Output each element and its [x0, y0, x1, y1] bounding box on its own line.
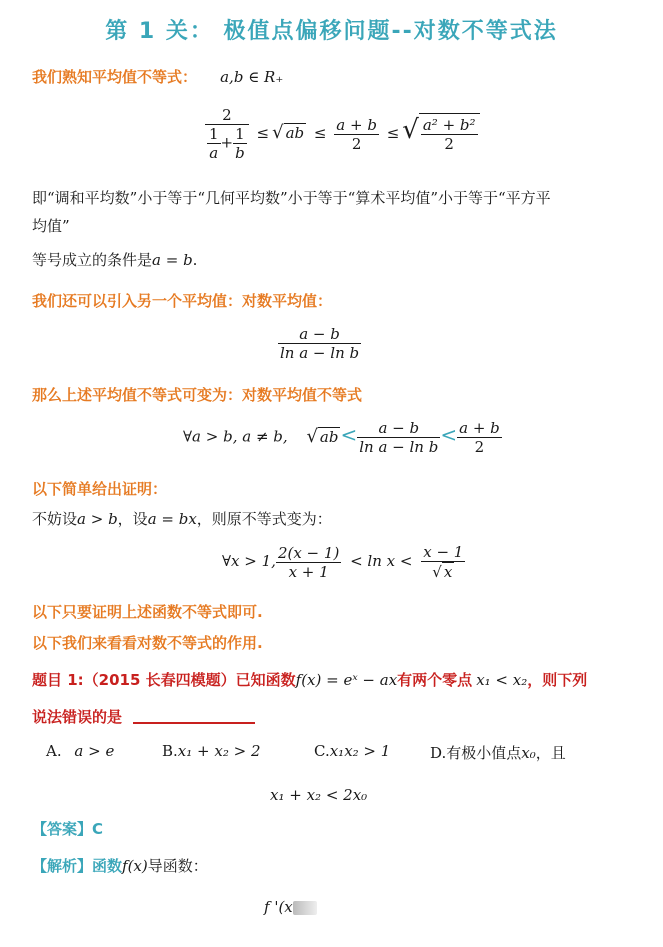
hm-frac-a	[207, 125, 221, 162]
proof-m2: a = bx	[147, 510, 197, 528]
proof-f	[276, 544, 341, 581]
proof-heading: 以下简单给出证明：	[32, 480, 168, 498]
option-c	[314, 742, 390, 760]
option-b-label: B.	[162, 742, 178, 760]
hm-frac-b-den: b	[235, 144, 245, 162]
hm-numerator: 2	[222, 106, 232, 124]
log-ineq-heading: 那么上述平均值不等式可变为：对数平均值不等式	[32, 386, 363, 404]
problem-mid: 有两个零点	[397, 671, 473, 689]
option-d-math: x₀	[521, 744, 536, 762]
problem-zeros: x₁ < x₂	[476, 671, 528, 689]
problem-end: ，则下列	[527, 671, 588, 689]
mean-inequality-formula	[205, 106, 480, 162]
analysis-end: 导函数：	[147, 857, 208, 875]
proof-g	[421, 543, 465, 581]
problem-statement	[32, 669, 587, 690]
proof-g-num: x − 1	[423, 543, 464, 561]
analysis-line	[32, 855, 208, 876]
am-numerator: a + b	[336, 115, 377, 134]
le-sign-3: ≤	[386, 124, 400, 142]
problem-question: 说法错误的是	[32, 708, 123, 726]
equality-condition-math: a = b	[152, 251, 193, 269]
answer-line	[32, 818, 103, 839]
le-sign-1: ≤	[256, 124, 270, 142]
option-c-label: C.	[314, 742, 330, 760]
log-ineq-condition: ∀a > b, a ≠ b,	[183, 427, 288, 446]
sqrt-sign-1: √	[272, 122, 284, 143]
summary-line-2: 以下我们来看看对数不等式的作用.	[32, 634, 263, 652]
option-d-end: ，且	[535, 744, 566, 762]
log-ineq-lm-den: ln a − ln b	[359, 438, 439, 456]
blurred-region	[293, 901, 317, 915]
option-a-label: A.	[46, 742, 62, 760]
option-a-math: a > e	[74, 742, 115, 760]
answer-blank	[133, 722, 255, 724]
hm-frac-a-den: a	[207, 143, 221, 162]
hm-frac-a-num: 1	[209, 125, 219, 143]
proof-condition: ∀x > 1,	[222, 552, 276, 570]
proof-t1: 不妨设	[32, 510, 78, 528]
arithmetic-mean	[334, 116, 379, 153]
log-ineq-formula	[183, 419, 502, 456]
analysis-formula	[264, 898, 317, 916]
explain-line-2: 均值”	[32, 217, 70, 235]
problem-function: f(x) = eˣ − ax	[295, 671, 398, 689]
harmonic-mean	[205, 106, 249, 162]
hm-denominator	[205, 124, 249, 162]
log-ineq-am	[457, 419, 502, 456]
proof-t2: ，设	[117, 510, 148, 528]
proof-t3: ，则原不等式变为：	[196, 510, 332, 528]
domain-condition: a,b ∈ R₊	[220, 68, 284, 86]
option-d-label: D.有极小值点	[430, 744, 522, 762]
analysis-label: 【解析】	[32, 857, 93, 875]
geometric-mean: ab	[285, 124, 305, 142]
option-d-line-2: x₁ + x₂ < 2x₀	[270, 786, 368, 804]
log-ineq-am-den: 2	[457, 437, 502, 456]
section-mean-inequality	[32, 66, 283, 87]
log-mean-numerator: a − b	[299, 325, 340, 343]
explain-line-1: 即“调和平均数”小于等于“几何平均数”小于等于“算术平均值”小于等于“平方平	[32, 189, 551, 207]
proof-formula	[222, 543, 465, 581]
sqrt-sign-3: √	[306, 425, 318, 447]
le-sign-2: ≤	[313, 124, 327, 142]
derivative-formula: f '(x	[264, 898, 293, 916]
quadratic-mean	[419, 113, 480, 153]
am-denominator: 2	[334, 134, 379, 153]
qm-denominator: 2	[421, 134, 478, 153]
log-mean-denominator: ln a − ln b	[280, 344, 360, 362]
answer-label: 【答案】	[32, 820, 93, 838]
proof-f-num: 2(x − 1)	[277, 543, 340, 562]
proof-g-den-x: x	[443, 563, 453, 581]
qm-numerator: a² + b²	[422, 115, 476, 134]
option-a	[46, 742, 114, 760]
mean-inequality-heading: 我们熟知平均值不等式：	[32, 68, 198, 86]
proof-f-den: x + 1	[276, 562, 341, 581]
log-ineq-lm-num: a − b	[378, 419, 420, 437]
log-mean-formula	[278, 325, 361, 362]
lt-sign-1: <	[340, 422, 358, 447]
answer-value: C	[92, 820, 104, 838]
log-mean-frac	[278, 325, 361, 362]
hm-frac-b-num: 1	[235, 125, 245, 143]
sqrt-sign-2: √	[402, 115, 419, 145]
option-b	[162, 742, 261, 760]
problem-label: 题目 1:（2015 长春四模题）已知函数	[32, 671, 296, 689]
analysis-func: f(x)	[122, 857, 148, 875]
hm-frac-b	[233, 125, 247, 162]
option-d	[430, 742, 566, 763]
problem-line-2	[32, 706, 255, 727]
proof-m1: a > b	[77, 510, 118, 528]
proof-setup	[32, 508, 332, 529]
sqrt-sign-4: √	[432, 563, 442, 581]
log-mean-heading: 我们还可以引入另一个平均值：对数平均值：	[32, 292, 333, 310]
explain-line-3	[32, 249, 197, 270]
log-ineq-gm: ab	[319, 427, 339, 446]
log-ineq-am-num: a + b	[459, 419, 500, 437]
log-ineq-lm	[357, 419, 440, 456]
proof-g-den	[421, 561, 465, 581]
equality-condition-text: 等号成立的条件是	[32, 251, 153, 269]
summary-line-1: 以下只要证明上述函数不等式即可.	[32, 603, 263, 621]
lt-sign-2: <	[440, 422, 458, 447]
proof-mid: < ln x <	[350, 552, 413, 570]
qm-frac	[421, 116, 478, 153]
analysis-text: 函数	[92, 857, 123, 875]
option-c-math: x₁x₂ > 1	[329, 742, 391, 760]
option-b-math: x₁ + x₂ > 2	[177, 742, 261, 760]
hm-plus: +	[220, 133, 234, 152]
equality-condition-end: .	[192, 251, 198, 269]
page-title: 第 1 关： 极值点偏移问题--对数不等式法	[105, 19, 558, 44]
